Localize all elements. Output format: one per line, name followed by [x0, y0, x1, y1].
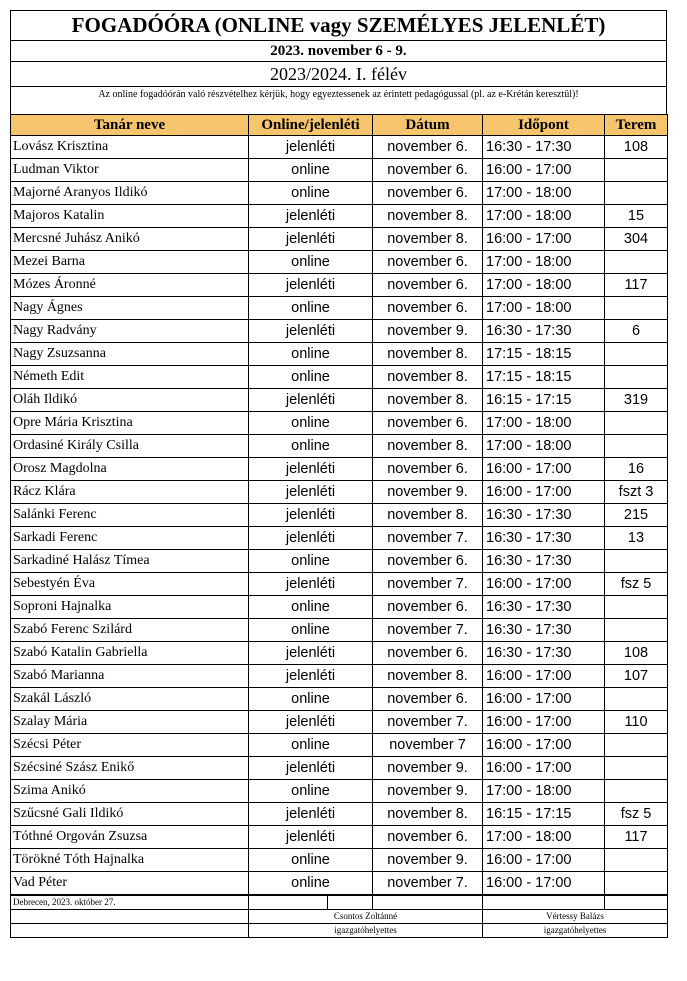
- column-header-teacher: Tanár neve: [11, 115, 249, 136]
- teacher-name-cell: Oláh Ildikó: [11, 389, 249, 412]
- time-cell: 17:00 - 18:00: [483, 435, 605, 458]
- time-cell: 17:00 - 18:00: [483, 251, 605, 274]
- room-cell: fszt 3: [605, 481, 668, 504]
- mode-cell: jelenléti: [249, 274, 373, 297]
- teacher-name-cell: Mercsné Juhász Anikó: [11, 228, 249, 251]
- time-cell: 16:30 - 17:30: [483, 527, 605, 550]
- teacher-name-cell: Lovász Krisztina: [11, 136, 249, 159]
- table-row: [11, 458, 668, 481]
- time-cell: 16:30 - 17:30: [483, 596, 605, 619]
- consultation-table: [10, 114, 668, 895]
- instruction-note: Az online fogadóórán való részvételhez kérjük, hogy egyeztessenek az érintett pedagógussal (pl. az e-Krétán keresztül)!: [10, 86, 667, 114]
- time-cell: 17:00 - 18:00: [483, 412, 605, 435]
- mode-cell: online: [249, 849, 373, 872]
- room-cell: 215: [605, 504, 668, 527]
- column-header-room: Terem: [605, 115, 668, 136]
- room-cell: 108: [605, 642, 668, 665]
- time-cell: 16:30 - 17:30: [483, 619, 605, 642]
- room-cell: [605, 343, 668, 366]
- teacher-name-cell: Mózes Áronné: [11, 274, 249, 297]
- teacher-name-cell: Tóthné Orgován Zsuzsa: [11, 826, 249, 849]
- time-cell: 16:00 - 17:00: [483, 849, 605, 872]
- room-cell: [605, 412, 668, 435]
- table-row: [11, 573, 668, 596]
- table-row: [11, 757, 668, 780]
- teacher-name-cell: Nagy Radvány: [11, 320, 249, 343]
- time-cell: 16:00 - 17:00: [483, 757, 605, 780]
- date-cell: november 6.: [373, 458, 483, 481]
- time-cell: 16:00 - 17:00: [483, 228, 605, 251]
- table-row: [11, 711, 668, 734]
- table-row: [11, 734, 668, 757]
- date-cell: november 8.: [373, 665, 483, 688]
- date-cell: november 9.: [373, 757, 483, 780]
- table-row: [11, 251, 668, 274]
- mode-cell: jelenléti: [249, 320, 373, 343]
- time-cell: 16:15 - 17:15: [483, 389, 605, 412]
- room-cell: [605, 734, 668, 757]
- date-cell: november 8.: [373, 389, 483, 412]
- teacher-name-cell: Salánki Ferenc: [11, 504, 249, 527]
- room-cell: [605, 182, 668, 205]
- column-header-time: Időpont: [483, 115, 605, 136]
- time-cell: 16:00 - 17:00: [483, 481, 605, 504]
- table-row: [11, 642, 668, 665]
- teacher-name-cell: Szűcsné Gali Ildikó: [11, 803, 249, 826]
- room-cell: [605, 159, 668, 182]
- date-cell: november 6.: [373, 136, 483, 159]
- date-cell: november 9.: [373, 320, 483, 343]
- table-row: [11, 228, 668, 251]
- table-row: [11, 803, 668, 826]
- mode-cell: jelenléti: [249, 228, 373, 251]
- time-cell: 16:00 - 17:00: [483, 573, 605, 596]
- teacher-name-cell: Soproni Hajnalka: [11, 596, 249, 619]
- date-cell: november 7.: [373, 872, 483, 895]
- mode-cell: online: [249, 550, 373, 573]
- teacher-name-cell: Szabó Ferenc Szilárd: [11, 619, 249, 642]
- date-cell: november 8.: [373, 803, 483, 826]
- table-row: [11, 527, 668, 550]
- date-cell: november 6.: [373, 274, 483, 297]
- teacher-name-cell: Szakál László: [11, 688, 249, 711]
- room-cell: fsz 5: [605, 803, 668, 826]
- mode-cell: jelenléti: [249, 826, 373, 849]
- date-cell: november 6.: [373, 182, 483, 205]
- date-cell: november 9.: [373, 780, 483, 803]
- footer-cell: [373, 896, 483, 910]
- time-cell: 17:00 - 18:00: [483, 182, 605, 205]
- date-cell: november 7.: [373, 711, 483, 734]
- footer-cell: [11, 910, 249, 924]
- time-cell: 17:00 - 18:00: [483, 297, 605, 320]
- footer-cell: [605, 896, 668, 910]
- room-cell: 16: [605, 458, 668, 481]
- mode-cell: online: [249, 412, 373, 435]
- mode-cell: online: [249, 435, 373, 458]
- date-cell: november 6.: [373, 642, 483, 665]
- teacher-name-cell: Nagy Ágnes: [11, 297, 249, 320]
- mode-cell: online: [249, 780, 373, 803]
- mode-cell: jelenléti: [249, 642, 373, 665]
- time-cell: 16:00 - 17:00: [483, 688, 605, 711]
- teacher-name-cell: Sarkadi Ferenc: [11, 527, 249, 550]
- time-cell: 16:00 - 17:00: [483, 458, 605, 481]
- room-cell: [605, 780, 668, 803]
- mode-cell: online: [249, 182, 373, 205]
- teacher-name-cell: Szima Anikó: [11, 780, 249, 803]
- table-row: [11, 136, 668, 159]
- table-header-row: [11, 115, 668, 136]
- mode-cell: online: [249, 297, 373, 320]
- table-row: [11, 619, 668, 642]
- room-cell: 15: [605, 205, 668, 228]
- mode-cell: online: [249, 343, 373, 366]
- date-cell: november 9.: [373, 849, 483, 872]
- table-row: [11, 320, 668, 343]
- footer-cell: [483, 896, 605, 910]
- date-cell: november 7.: [373, 527, 483, 550]
- teacher-name-cell: Ludman Viktor: [11, 159, 249, 182]
- teacher-name-cell: Opre Mária Krisztina: [11, 412, 249, 435]
- table-row: [11, 826, 668, 849]
- table-row: [11, 389, 668, 412]
- teacher-name-cell: Sebestyén Éva: [11, 573, 249, 596]
- signer-2-name: Vértessy Balázs: [483, 910, 668, 924]
- signer-2-role: igazgatóhelyettes: [483, 924, 668, 938]
- time-cell: 16:00 - 17:00: [483, 711, 605, 734]
- teacher-name-cell: Szécsiné Szász Enikő: [11, 757, 249, 780]
- time-cell: 16:00 - 17:00: [483, 872, 605, 895]
- mode-cell: jelenléti: [249, 803, 373, 826]
- table-row: [11, 849, 668, 872]
- time-cell: 16:15 - 17:15: [483, 803, 605, 826]
- date-cell: november 8.: [373, 435, 483, 458]
- table-row: [11, 872, 668, 895]
- table-row: [11, 274, 668, 297]
- table-row: [11, 481, 668, 504]
- teacher-name-cell: Majoros Katalin: [11, 205, 249, 228]
- date-cell: november 6.: [373, 159, 483, 182]
- table-row: [11, 550, 668, 573]
- room-cell: [605, 688, 668, 711]
- date-cell: november 8.: [373, 504, 483, 527]
- table-row: [11, 596, 668, 619]
- teacher-name-cell: Szabó Katalin Gabriella: [11, 642, 249, 665]
- room-cell: [605, 757, 668, 780]
- mode-cell: online: [249, 872, 373, 895]
- time-cell: 17:15 - 18:15: [483, 366, 605, 389]
- room-cell: 107: [605, 665, 668, 688]
- mode-cell: online: [249, 619, 373, 642]
- table-body: [11, 136, 668, 895]
- time-cell: 17:15 - 18:15: [483, 343, 605, 366]
- room-cell: 13: [605, 527, 668, 550]
- footer-row-names: [11, 910, 668, 924]
- table-row: [11, 665, 668, 688]
- timetable-sheet: [10, 10, 667, 938]
- teacher-name-cell: Majorné Aranyos Ildikó: [11, 182, 249, 205]
- time-cell: 16:30 - 17:30: [483, 136, 605, 159]
- mode-cell: online: [249, 251, 373, 274]
- teacher-name-cell: Mezei Barna: [11, 251, 249, 274]
- table-row: [11, 159, 668, 182]
- date-range: 2023. november 6 - 9.: [10, 40, 667, 61]
- mode-cell: online: [249, 596, 373, 619]
- date-cell: november 7.: [373, 619, 483, 642]
- room-cell: [605, 619, 668, 642]
- date-cell: november 6.: [373, 596, 483, 619]
- mode-cell: jelenléti: [249, 504, 373, 527]
- time-cell: 16:00 - 17:00: [483, 665, 605, 688]
- footer-cell: [249, 896, 328, 910]
- table-row: [11, 688, 668, 711]
- room-cell: [605, 435, 668, 458]
- mode-cell: jelenléti: [249, 136, 373, 159]
- date-cell: november 8.: [373, 228, 483, 251]
- room-cell: [605, 366, 668, 389]
- date-cell: november 7: [373, 734, 483, 757]
- room-cell: 108: [605, 136, 668, 159]
- signer-1-name: Csontos Zoltánné: [249, 910, 483, 924]
- date-cell: november 6.: [373, 688, 483, 711]
- teacher-name-cell: Szalay Mária: [11, 711, 249, 734]
- time-cell: 16:30 - 17:30: [483, 504, 605, 527]
- date-cell: november 6.: [373, 826, 483, 849]
- semester-label: 2023/2024. I. félév: [10, 61, 667, 86]
- table-row: [11, 297, 668, 320]
- column-header-date: Dátum: [373, 115, 483, 136]
- date-cell: november 6.: [373, 297, 483, 320]
- mode-cell: jelenléti: [249, 481, 373, 504]
- time-cell: 17:00 - 18:00: [483, 826, 605, 849]
- mode-cell: jelenléti: [249, 389, 373, 412]
- teacher-name-cell: Németh Edit: [11, 366, 249, 389]
- table-row: [11, 366, 668, 389]
- time-cell: 16:30 - 17:30: [483, 320, 605, 343]
- date-cell: november 8.: [373, 205, 483, 228]
- teacher-name-cell: Törökné Tóth Hajnalka: [11, 849, 249, 872]
- date-cell: november 8.: [373, 343, 483, 366]
- room-cell: [605, 849, 668, 872]
- room-cell: [605, 550, 668, 573]
- table-row: [11, 435, 668, 458]
- teacher-name-cell: Vad Péter: [11, 872, 249, 895]
- room-cell: [605, 297, 668, 320]
- teacher-name-cell: Orosz Magdolna: [11, 458, 249, 481]
- table-row: [11, 205, 668, 228]
- room-cell: 304: [605, 228, 668, 251]
- mode-cell: online: [249, 366, 373, 389]
- time-cell: 16:30 - 17:30: [483, 642, 605, 665]
- date-cell: november 6.: [373, 251, 483, 274]
- teacher-name-cell: Sarkadiné Halász Tímea: [11, 550, 249, 573]
- mode-cell: online: [249, 734, 373, 757]
- room-cell: fsz 5: [605, 573, 668, 596]
- mode-cell: jelenléti: [249, 665, 373, 688]
- table-row: [11, 343, 668, 366]
- date-cell: november 7.: [373, 573, 483, 596]
- mode-cell: jelenléti: [249, 527, 373, 550]
- room-cell: 117: [605, 826, 668, 849]
- date-cell: november 8.: [373, 366, 483, 389]
- teacher-name-cell: Nagy Zsuzsanna: [11, 343, 249, 366]
- teacher-name-cell: Rácz Klára: [11, 481, 249, 504]
- footer-cell: [328, 896, 373, 910]
- table-row: [11, 182, 668, 205]
- room-cell: 110: [605, 711, 668, 734]
- place-date-text: Debrecen, 2023. október 27.: [11, 896, 249, 910]
- mode-cell: online: [249, 159, 373, 182]
- date-cell: november 9.: [373, 481, 483, 504]
- time-cell: 16:30 - 17:30: [483, 550, 605, 573]
- mode-cell: jelenléti: [249, 711, 373, 734]
- signature-block: [10, 895, 668, 938]
- time-cell: 17:00 - 18:00: [483, 274, 605, 297]
- room-cell: 6: [605, 320, 668, 343]
- room-cell: 117: [605, 274, 668, 297]
- mode-cell: jelenléti: [249, 458, 373, 481]
- room-cell: [605, 251, 668, 274]
- footer-row-place: [11, 896, 668, 910]
- table-row: [11, 504, 668, 527]
- mode-cell: jelenléti: [249, 573, 373, 596]
- footer-row-roles: [11, 924, 668, 938]
- time-cell: 16:00 - 17:00: [483, 159, 605, 182]
- teacher-name-cell: Szécsi Péter: [11, 734, 249, 757]
- table-row: [11, 412, 668, 435]
- mode-cell: jelenléti: [249, 757, 373, 780]
- room-cell: 319: [605, 389, 668, 412]
- column-header-mode: Online/jelenléti: [249, 115, 373, 136]
- room-cell: [605, 596, 668, 619]
- time-cell: 17:00 - 18:00: [483, 780, 605, 803]
- page-title: FOGADÓÓRA (ONLINE vagy SZEMÉLYES JELENLÉT): [10, 10, 667, 40]
- signer-1-role: igazgatóhelyettes: [249, 924, 483, 938]
- time-cell: 17:00 - 18:00: [483, 205, 605, 228]
- mode-cell: jelenléti: [249, 205, 373, 228]
- mode-cell: online: [249, 688, 373, 711]
- teacher-name-cell: Ordasiné Király Csilla: [11, 435, 249, 458]
- table-row: [11, 780, 668, 803]
- teacher-name-cell: Szabó Marianna: [11, 665, 249, 688]
- time-cell: 16:00 - 17:00: [483, 734, 605, 757]
- room-cell: [605, 872, 668, 895]
- date-cell: november 6.: [373, 412, 483, 435]
- date-cell: november 6.: [373, 550, 483, 573]
- footer-cell: [11, 924, 249, 938]
